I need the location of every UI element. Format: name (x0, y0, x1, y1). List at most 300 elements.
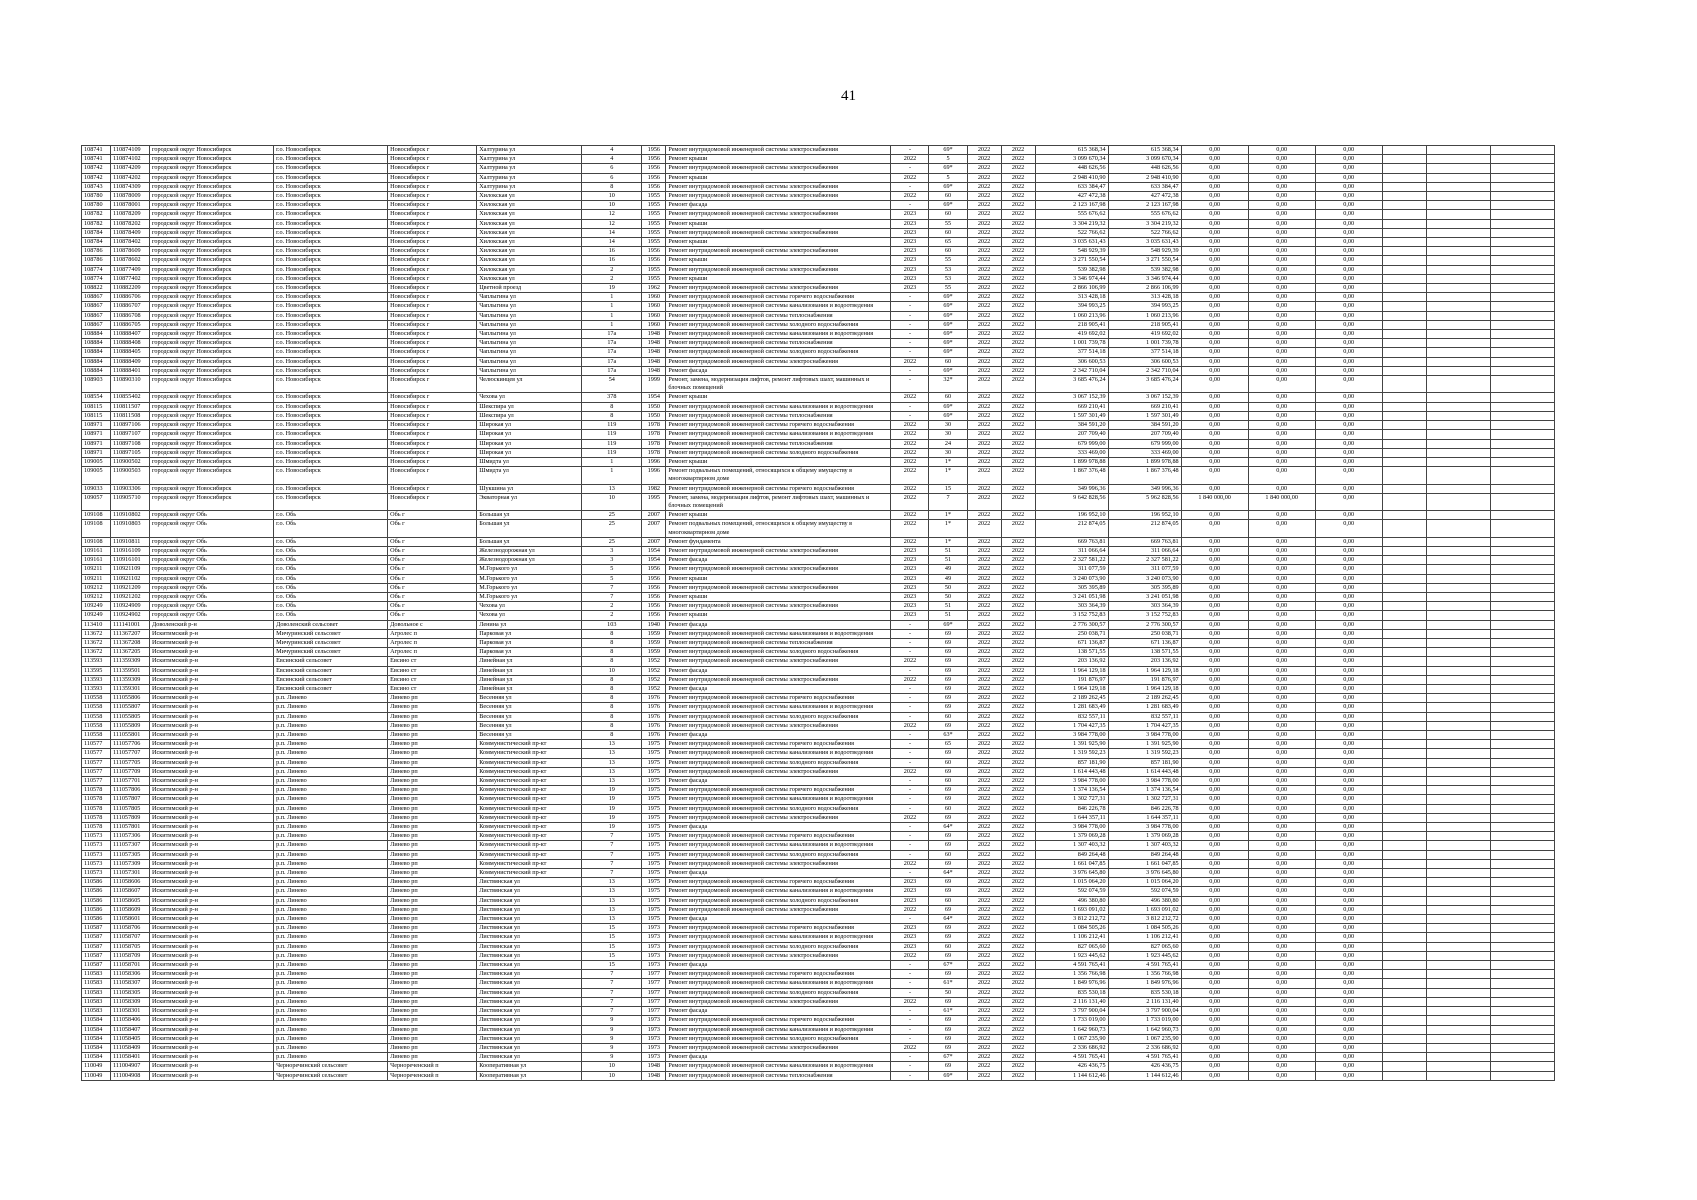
cell-total-cost: 2 336 686,92 (1035, 1043, 1108, 1052)
cell-year-a: - (891, 1025, 929, 1034)
cell-municipality: Искитимский р-н (150, 988, 274, 997)
cell-wear: 51 (929, 546, 967, 555)
cell-work-id: 111057705 (111, 758, 150, 767)
cell-fund-cost: 857 181,90 (1108, 758, 1181, 767)
cell-work-id: 111058407 (111, 1025, 150, 1034)
cell-work-type: Ремонт внутридомовой инженерной системы электроснабжения (666, 602, 891, 611)
cell-municipality: Искитимский р-н (150, 767, 274, 776)
cell-wear: 55 (929, 284, 967, 293)
cell-settlement: р.п. Линево (274, 703, 388, 712)
cell-extra-2 (1426, 219, 1490, 228)
cell-wear: 69 (929, 878, 967, 887)
cell-locality: Агролес п (388, 648, 477, 657)
cell-budget-b: 0,00 (1248, 393, 1315, 402)
cell-wear: 60 (929, 712, 967, 721)
cell-work-id: 110900502 (111, 457, 150, 466)
cell-fund-cost: 1 374 136,54 (1108, 786, 1181, 795)
cell-budget-c: 0,00 (1315, 146, 1382, 155)
cell-budget-a: 0,00 (1181, 951, 1248, 960)
cell-settlement: Черноречинский сельсовет (274, 1071, 388, 1080)
cell-street: Листвянская ул (477, 1053, 582, 1062)
cell-wear: 69 (929, 703, 967, 712)
cell-work-id: 111058601 (111, 915, 150, 924)
cell-house-number: 13 (582, 878, 642, 887)
cell-total-cost: 1 693 091,02 (1035, 905, 1108, 914)
cell-extra-3 (1490, 1025, 1554, 1034)
cell-locality: Линево рп (388, 1016, 477, 1025)
cell-house-id: 108774 (82, 265, 111, 274)
cell-municipality: городской округ Новосибирск (150, 265, 274, 274)
cell-municipality: Искитимский р-н (150, 786, 274, 795)
cell-year-a: 2023 (891, 210, 929, 219)
cell-work-id: 110811507 (111, 402, 150, 411)
cell-extra-3 (1490, 173, 1554, 182)
cell-municipality: городской округ Новосибирск (150, 210, 274, 219)
cell-total-cost: 3 984 778,00 (1035, 823, 1108, 832)
cell-street: Листвянская ул (477, 970, 582, 979)
cell-year-built: 1955 (642, 219, 666, 228)
cell-municipality: городской округ Новосибирск (150, 247, 274, 256)
cell-fund-cost: 1 060 213,96 (1108, 311, 1181, 320)
cell-year-end: 2022 (1001, 749, 1035, 758)
cell-year-start: 2022 (967, 467, 1001, 484)
cell-year-a: - (891, 712, 929, 721)
cell-wear: 69 (929, 1034, 967, 1043)
cell-budget-c: 0,00 (1315, 393, 1382, 402)
cell-budget-b: 0,00 (1248, 348, 1315, 357)
cell-budget-c: 0,00 (1315, 302, 1382, 311)
cell-extra-2 (1426, 192, 1490, 201)
cell-street: Чаплыгина ул (477, 366, 582, 375)
cell-year-a: 2023 (891, 247, 929, 256)
cell-wear: 61* (929, 979, 967, 988)
cell-extra-1 (1382, 1016, 1426, 1025)
cell-settlement: р.п. Линево (274, 887, 388, 896)
cell-extra-2 (1426, 201, 1490, 210)
cell-house-id: 110587 (82, 942, 111, 951)
cell-year-a: - (891, 164, 929, 173)
cell-budget-c: 0,00 (1315, 970, 1382, 979)
cell-year-a: 2023 (891, 256, 929, 265)
cell-wear: 69* (929, 366, 967, 375)
cell-budget-c: 0,00 (1315, 155, 1382, 164)
table-row (82, 850, 1555, 859)
cell-budget-a: 0,00 (1181, 457, 1248, 466)
cell-wear: 30 (929, 448, 967, 457)
cell-budget-c: 0,00 (1315, 511, 1382, 520)
cell-street: Шекспира ул (477, 411, 582, 420)
cell-municipality: городской округ Новосибирск (150, 402, 274, 411)
cell-year-built: 1973 (642, 933, 666, 942)
cell-work-id: 110916101 (111, 556, 150, 565)
cell-extra-1 (1382, 1071, 1426, 1080)
cell-total-cost: 1 281 683,49 (1035, 703, 1108, 712)
table-row (82, 164, 1555, 173)
cell-extra-3 (1490, 411, 1554, 420)
cell-locality: Новосибирск г (388, 439, 477, 448)
cell-municipality: городской округ Новосибирск (150, 284, 274, 293)
cell-year-start: 2022 (967, 556, 1001, 565)
cell-budget-c: 0,00 (1315, 574, 1382, 583)
cell-settlement: р.п. Линево (274, 721, 388, 730)
cell-settlement: р.п. Линево (274, 915, 388, 924)
cell-settlement: р.п. Линево (274, 712, 388, 721)
cell-house-id: 113595 (82, 666, 111, 675)
cell-locality: Линево рп (388, 749, 477, 758)
cell-house-number: 10 (582, 1062, 642, 1071)
cell-extra-1 (1382, 684, 1426, 693)
cell-year-end: 2022 (1001, 767, 1035, 776)
cell-wear: 50 (929, 592, 967, 601)
cell-municipality: Искитимский р-н (150, 832, 274, 841)
cell-work-id: 110886705 (111, 320, 150, 329)
cell-work-type: Ремонт внутридомовой инженерной системы канализования и водоотведения (666, 795, 891, 804)
cell-year-built: 1976 (642, 712, 666, 721)
cell-extra-1 (1382, 302, 1426, 311)
cell-budget-a: 0,00 (1181, 583, 1248, 592)
cell-house-id: 110583 (82, 988, 111, 997)
cell-total-cost: 377 514,18 (1035, 348, 1108, 357)
cell-budget-b: 0,00 (1248, 1025, 1315, 1034)
cell-year-built: 1952 (642, 684, 666, 693)
cell-total-cost: 555 676,62 (1035, 210, 1108, 219)
cell-house-number: 19 (582, 823, 642, 832)
cell-extra-2 (1426, 320, 1490, 329)
cell-extra-1 (1382, 648, 1426, 657)
cell-house-number: 7 (582, 850, 642, 859)
cell-work-id: 110878202 (111, 219, 150, 228)
cell-year-a: - (891, 786, 929, 795)
cell-budget-a: 0,00 (1181, 1043, 1248, 1052)
cell-extra-3 (1490, 421, 1554, 430)
cell-fund-cost: 1 964 129,18 (1108, 666, 1181, 675)
table-row (82, 284, 1555, 293)
cell-work-id: 111367208 (111, 638, 150, 647)
cell-year-built: 1956 (642, 173, 666, 182)
cell-year-a: - (891, 1034, 929, 1043)
cell-house-number: 3 (582, 556, 642, 565)
cell-settlement: р.п. Линево (274, 924, 388, 933)
cell-house-number: 19 (582, 284, 642, 293)
cell-extra-1 (1382, 265, 1426, 274)
cell-year-a: 2023 (891, 274, 929, 283)
cell-budget-b: 0,00 (1248, 896, 1315, 905)
cell-extra-1 (1382, 887, 1426, 896)
cell-total-cost: 2 116 131,40 (1035, 997, 1108, 1006)
cell-work-type: Ремонт, замена, модернизация лифтов, ремонт лифтовых шахт, машинных и блочных помещений (666, 493, 891, 510)
cell-total-cost: 1 302 727,31 (1035, 795, 1108, 804)
cell-wear: 69* (929, 339, 967, 348)
cell-year-start: 2022 (967, 320, 1001, 329)
cell-budget-c: 0,00 (1315, 915, 1382, 924)
cell-wear: 69 (929, 638, 967, 647)
cell-work-type: Ремонт крыши (666, 155, 891, 164)
cell-wear: 50 (929, 583, 967, 592)
cell-locality: Линево рп (388, 795, 477, 804)
cell-extra-1 (1382, 675, 1426, 684)
cell-year-built: 1975 (642, 832, 666, 841)
cell-work-type: Ремонт внутридомовой инженерной системы канализования и водоотведения (666, 629, 891, 638)
cell-house-number: 7 (582, 970, 642, 979)
cell-wear: 1* (929, 467, 967, 484)
cell-fund-cost: 1 867 376,48 (1108, 467, 1181, 484)
cell-budget-a: 0,00 (1181, 339, 1248, 348)
cell-year-a: 2023 (891, 556, 929, 565)
cell-year-start: 2022 (967, 1016, 1001, 1025)
cell-work-id: 111004907 (111, 1062, 150, 1071)
cell-year-built: 1973 (642, 924, 666, 933)
cell-year-built: 1956 (642, 164, 666, 173)
cell-municipality: Искитимский р-н (150, 933, 274, 942)
cell-extra-1 (1382, 484, 1426, 493)
cell-extra-2 (1426, 376, 1490, 393)
cell-total-cost: 1 067 235,90 (1035, 1034, 1108, 1043)
cell-extra-2 (1426, 467, 1490, 484)
cell-budget-b: 0,00 (1248, 339, 1315, 348)
cell-settlement: р.п. Линево (274, 786, 388, 795)
cell-budget-b: 0,00 (1248, 293, 1315, 302)
cell-fund-cost: 377 514,18 (1108, 348, 1181, 357)
cell-budget-b: 0,00 (1248, 256, 1315, 265)
cell-house-number: 8 (582, 703, 642, 712)
cell-year-end: 2022 (1001, 511, 1035, 520)
cell-year-built: 1975 (642, 859, 666, 868)
cell-house-id: 108782 (82, 219, 111, 228)
cell-year-built: 1982 (642, 484, 666, 493)
cell-year-end: 2022 (1001, 146, 1035, 155)
cell-year-start: 2022 (967, 421, 1001, 430)
cell-wear: 51 (929, 602, 967, 611)
cell-budget-b: 0,00 (1248, 942, 1315, 951)
cell-extra-2 (1426, 804, 1490, 813)
cell-year-built: 1973 (642, 1025, 666, 1034)
cell-settlement: г.о. Новосибирск (274, 256, 388, 265)
cell-budget-a: 0,00 (1181, 182, 1248, 191)
cell-budget-c: 0,00 (1315, 173, 1382, 182)
cell-budget-a: 0,00 (1181, 265, 1248, 274)
cell-total-cost: 857 181,90 (1035, 758, 1108, 767)
cell-wear: 63* (929, 731, 967, 740)
cell-budget-b: 0,00 (1248, 602, 1315, 611)
cell-year-start: 2022 (967, 620, 1001, 629)
cell-year-built: 1973 (642, 1034, 666, 1043)
cell-fund-cost: 3 984 778,00 (1108, 823, 1181, 832)
cell-house-id: 110584 (82, 1034, 111, 1043)
table-row (82, 546, 1555, 555)
cell-house-number: 119 (582, 448, 642, 457)
cell-year-end: 2022 (1001, 228, 1035, 237)
cell-house-id: 110573 (82, 850, 111, 859)
cell-locality: Обь г (388, 583, 477, 592)
cell-year-built: 1955 (642, 228, 666, 237)
cell-settlement: г.о. Новосибирск (274, 284, 388, 293)
cell-extra-2 (1426, 841, 1490, 850)
cell-extra-1 (1382, 311, 1426, 320)
cell-locality: Линево рп (388, 1034, 477, 1043)
cell-street: Кооперативная ул (477, 1062, 582, 1071)
cell-budget-c: 0,00 (1315, 731, 1382, 740)
cell-fund-cost: 191 876,97 (1108, 675, 1181, 684)
cell-house-id: 108786 (82, 256, 111, 265)
cell-year-start: 2022 (967, 511, 1001, 520)
cell-budget-a: 0,00 (1181, 320, 1248, 329)
cell-total-cost: 1 106 212,41 (1035, 933, 1108, 942)
cell-municipality: Искитимский р-н (150, 804, 274, 813)
cell-house-id: 108780 (82, 201, 111, 210)
cell-year-end: 2022 (1001, 878, 1035, 887)
cell-work-type: Ремонт внутридомовой инженерной системы канализования и водоотведения (666, 703, 891, 712)
cell-budget-b: 0,00 (1248, 164, 1315, 173)
cell-work-type: Ремонт внутридомовой инженерной системы холодного водоснабжения (666, 758, 891, 767)
cell-budget-a: 0,00 (1181, 878, 1248, 887)
cell-year-end: 2022 (1001, 182, 1035, 191)
cell-municipality: городской округ Новосибирск (150, 430, 274, 439)
cell-locality: Линево рп (388, 1053, 477, 1062)
cell-total-cost: 1 391 925,90 (1035, 740, 1108, 749)
cell-budget-a: 0,00 (1181, 421, 1248, 430)
cell-extra-1 (1382, 457, 1426, 466)
cell-locality: Линево рп (388, 924, 477, 933)
cell-year-end: 2022 (1001, 448, 1035, 457)
cell-year-start: 2022 (967, 219, 1001, 228)
cell-total-cost: 1 597 301,49 (1035, 411, 1108, 420)
table-row (82, 896, 1555, 905)
cell-wear: 69 (929, 675, 967, 684)
cell-extra-1 (1382, 402, 1426, 411)
cell-wear: 64* (929, 823, 967, 832)
cell-extra-2 (1426, 592, 1490, 601)
cell-fund-cost: 1 379 069,28 (1108, 832, 1181, 841)
cell-extra-2 (1426, 813, 1490, 822)
cell-work-id: 110886706 (111, 293, 150, 302)
cell-municipality: Искитимский р-н (150, 924, 274, 933)
cell-locality: Новосибирск г (388, 265, 477, 274)
cell-year-a: 2022 (891, 421, 929, 430)
cell-house-number: 17а (582, 330, 642, 339)
cell-extra-2 (1426, 988, 1490, 997)
table-row (82, 228, 1555, 237)
cell-budget-b: 0,00 (1248, 583, 1315, 592)
table-row (82, 201, 1555, 210)
cell-locality: Новосибирск г (388, 448, 477, 457)
cell-work-type: Ремонт внутридомовой инженерной системы холодного водоснабжения (666, 942, 891, 951)
cell-work-type: Ремонт внутридомовой инженерной системы теплоснабжения (666, 638, 891, 647)
cell-house-number: 13 (582, 740, 642, 749)
cell-fund-cost: 3 797 900,04 (1108, 1007, 1181, 1016)
table-row (82, 376, 1555, 393)
cell-work-id: 110874202 (111, 173, 150, 182)
cell-year-built: 1975 (642, 777, 666, 786)
cell-fund-cost: 548 929,39 (1108, 247, 1181, 256)
cell-budget-c: 0,00 (1315, 859, 1382, 868)
cell-year-a: 2022 (891, 520, 929, 537)
cell-municipality: Искитимский р-н (150, 675, 274, 684)
cell-extra-3 (1490, 684, 1554, 693)
cell-budget-c: 0,00 (1315, 777, 1382, 786)
cell-settlement: г.о. Новосибирск (274, 339, 388, 348)
cell-extra-2 (1426, 1053, 1490, 1062)
cell-extra-3 (1490, 767, 1554, 776)
cell-settlement: Черноречинский сельсовет (274, 1062, 388, 1071)
cell-budget-b: 0,00 (1248, 979, 1315, 988)
cell-street: Весенняя ул (477, 703, 582, 712)
cell-extra-1 (1382, 357, 1426, 366)
cell-house-number: 15 (582, 951, 642, 960)
cell-year-end: 2022 (1001, 330, 1035, 339)
cell-locality: Новосибирск г (388, 411, 477, 420)
cell-budget-c: 0,00 (1315, 592, 1382, 601)
cell-year-start: 2022 (967, 611, 1001, 620)
cell-year-end: 2022 (1001, 611, 1035, 620)
cell-work-type: Ремонт внутридомовой инженерной системы горячего водоснабжения (666, 1016, 891, 1025)
cell-budget-b: 0,00 (1248, 850, 1315, 859)
cell-year-a: 2022 (891, 448, 929, 457)
cell-total-cost: 679 999,00 (1035, 439, 1108, 448)
cell-extra-3 (1490, 247, 1554, 256)
table-row (82, 402, 1555, 411)
cell-work-id: 111057806 (111, 786, 150, 795)
cell-work-id: 110874102 (111, 155, 150, 164)
cell-settlement: г.о. Обь (274, 556, 388, 565)
cell-locality: Линево рп (388, 721, 477, 730)
cell-municipality: городской округ Новосибирск (150, 467, 274, 484)
cell-work-type: Ремонт внутридомовой инженерной системы канализования и водоотведения (666, 933, 891, 942)
cell-extra-1 (1382, 574, 1426, 583)
cell-municipality: городской округ Обь (150, 602, 274, 611)
cell-budget-c: 0,00 (1315, 219, 1382, 228)
cell-year-start: 2022 (967, 666, 1001, 675)
cell-wear: 69* (929, 320, 967, 329)
cell-work-type: Ремонт внутридомовой инженерной системы канализования и водоотведения (666, 887, 891, 896)
cell-budget-b: 0,00 (1248, 620, 1315, 629)
cell-fund-cost: 1 693 091,02 (1108, 905, 1181, 914)
cell-year-a: 2022 (891, 439, 929, 448)
cell-extra-2 (1426, 777, 1490, 786)
cell-total-cost: 3 152 752,83 (1035, 611, 1108, 620)
cell-extra-2 (1426, 997, 1490, 1006)
cell-year-a: 2022 (891, 484, 929, 493)
cell-street: Листвянская ул (477, 1016, 582, 1025)
cell-settlement: г.о. Новосибирск (274, 439, 388, 448)
cell-budget-b: 0,00 (1248, 357, 1315, 366)
cell-extra-1 (1382, 164, 1426, 173)
cell-locality: Линево рп (388, 786, 477, 795)
cell-fund-cost: 1 923 445,62 (1108, 951, 1181, 960)
table-row (82, 493, 1555, 510)
cell-house-number: 10 (582, 493, 642, 510)
cell-street: Листвянская ул (477, 878, 582, 887)
cell-work-type: Ремонт подвальных помещений, относящихся к общему имуществу в многоквартирном доме (666, 467, 891, 484)
cell-municipality: городской округ Новосибирск (150, 457, 274, 466)
cell-locality: Обь г (388, 592, 477, 601)
cell-extra-3 (1490, 758, 1554, 767)
cell-year-a: - (891, 629, 929, 638)
cell-budget-c: 0,00 (1315, 721, 1382, 730)
cell-year-start: 2022 (967, 520, 1001, 537)
cell-extra-3 (1490, 694, 1554, 703)
cell-wear: 69 (929, 832, 967, 841)
cell-municipality: Искитимский р-н (150, 869, 274, 878)
table-row (82, 219, 1555, 228)
cell-wear: 30 (929, 421, 967, 430)
cell-wear: 53 (929, 265, 967, 274)
cell-extra-2 (1426, 357, 1490, 366)
cell-fund-cost: 669 210,41 (1108, 402, 1181, 411)
cell-total-cost: 615 368,34 (1035, 146, 1108, 155)
cell-year-built: 1978 (642, 439, 666, 448)
cell-budget-b: 0,00 (1248, 228, 1315, 237)
cell-year-end: 2022 (1001, 675, 1035, 684)
